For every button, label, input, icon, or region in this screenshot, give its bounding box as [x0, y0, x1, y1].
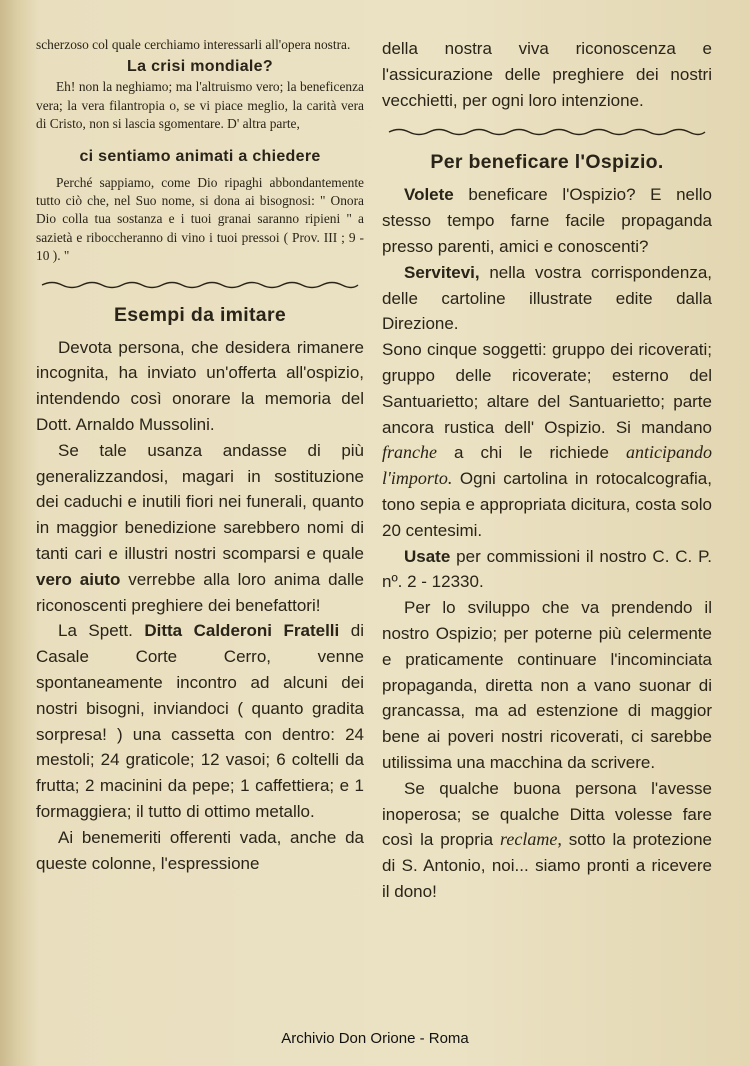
wavy-divider: [40, 280, 360, 290]
paragraph-offerta: Devota persona, che desidera rimanere incognita, ha inviato un'offerta all'ospizio, intendendo così onorare la memoria del Dott. Arnaldo Mussolini.: [36, 337, 364, 435]
qualche-text-b: sotto la protezione di S. Antonio, noi... siamo pronti a ricevere il dono!: [382, 830, 712, 901]
p2-text-b: verrebbe alla loro anima dalle riconoscenti preghiere dei benefattori!: [36, 569, 364, 615]
crisis-text: Eh! non la neghiamo; ma l'altruismo vero; la beneficenza vera; la vera filantropia o, se vi piace meglio, la carità vera di Cristo, non si lascia sgomentare. D' altra parte,: [36, 79, 364, 132]
ask-heading: ci sentiamo animati a chiedere: [79, 147, 321, 165]
usate-text: per commissioni il nostro C. C. P. nº. 2 - 12330.: [382, 546, 712, 592]
intro-text: scherzoso col quale cerchiamo interessarli all'opera nostra.: [36, 37, 351, 52]
wavy-divider-right: [387, 127, 707, 137]
servitevi-lead: Servitevi,: [404, 262, 480, 282]
p2-text-a: Se tale usanza andasse di più generalizzandosi, magari in sostituzione dei caduchi e inutili fiori nei funerali, quanto in maggior benedizione sarebbero nomi di tanti cari e illustri nostri scomparsi e quale: [36, 440, 364, 564]
archive-footer: Archivio Don Orione - Roma: [281, 1030, 469, 1047]
soggetti-italic-2: anticipando l'importo.: [382, 442, 712, 489]
volete-text: beneficare l'Ospizio? E nello stesso tempo farne facile propaganda presso parenti, amici e conoscenti?: [382, 185, 712, 256]
paragraph-usate: [382, 544, 712, 596]
left-column: [36, 36, 364, 876]
p3-text-b: di Casale Corte Cerro, venne spontaneamente incontro ad alcuni dei nostri bisogni, inviandoci ( quanto gradita sorpresa! ) una cassetta con dentro: 24 mestoli; 24 graticole; 12 vasoi; 6 coltelli da frutta; 2 macinini da pepe; 1 caffettiera; e 1 formaggiera; il tutto di ottimo metallo.: [36, 621, 364, 821]
paragraph-volete: [382, 182, 712, 259]
examples-heading: Esempi da imitare: [113, 303, 286, 326]
paragraph-sviluppo: Per lo sviluppo che va prendendo il nostro Ospizio; per poterne più celermente e praticamente continuare l'incominciata propaganda, diretta non a vano suonar di grancassa, ma ad estenzione di maggior bene ai poveri nostri ricoverati, ci sarebbe utilissima una macchina da scrivere.: [382, 598, 712, 772]
paragraph-servitevi: [382, 260, 712, 337]
paragraph-soggetti: [382, 337, 712, 543]
qualche-italic: reclame,: [500, 829, 562, 850]
soggetti-text-c: Ogni cartolina in rotocalcografia, tono sepia e appropriata dicitura, costa solo 20 centesimi.: [382, 469, 712, 540]
soggetti-text-b: a chi le richiede: [436, 443, 626, 463]
servitevi-text: nella vostra corrispondenza, delle cartoline illustrate edite dalla Direzione.: [382, 262, 712, 334]
right-column: [382, 36, 712, 905]
paragraph-usanza: [36, 438, 364, 619]
benefit-heading: Per beneficare l'Ospizio.: [430, 151, 664, 174]
qualche-text-a: Se qualche buona persona l'avesse inoperosa; se qualche Ditta volesse fare così la propria: [382, 778, 712, 850]
soggetti-text-a: Sono cinque soggetti: gruppo dei ricoverati; gruppo delle ricoverate; esterno del Santuarietto; altare del Santuarietto; parte ancora rustica dell' Ospizio. Si mandano: [382, 340, 712, 437]
crisis-heading: La crisi mondiale?: [127, 58, 273, 76]
paragraph-ditta: [36, 618, 364, 824]
ask-text: Perché sappiamo, come Dio ripaghi abbondantemente tutto ciò che, nel Suo nome, si dona ai bisognosi: " Onora Dio colla tua sostanza e i tuoi granai saranno ripieni " a sazietà e riboccheranno di vino i tuoi pressoi ( Prov. III ; 9 - 10 ). ": [36, 174, 364, 264]
p3-text-a: La Spett.: [58, 621, 145, 641]
volete-lead: Volete: [404, 185, 454, 205]
soggetti-italic-1: franche: [382, 442, 437, 463]
continuation-text: della nostra viva riconoscenza e l'assicurazione delle preghiere dei nostri vecchietti, per ogni loro intenzione.: [382, 39, 712, 110]
p3-bold: Ditta Calderoni Fratelli: [144, 621, 340, 641]
p2-bold: vero aiuto: [36, 569, 121, 589]
usate-lead: Usate: [404, 546, 451, 566]
paragraph-qualche: [382, 776, 712, 905]
paragraph-benemeriti: Ai benemeriti offerenti vada, anche da queste colonne, l'espressione: [36, 827, 364, 873]
